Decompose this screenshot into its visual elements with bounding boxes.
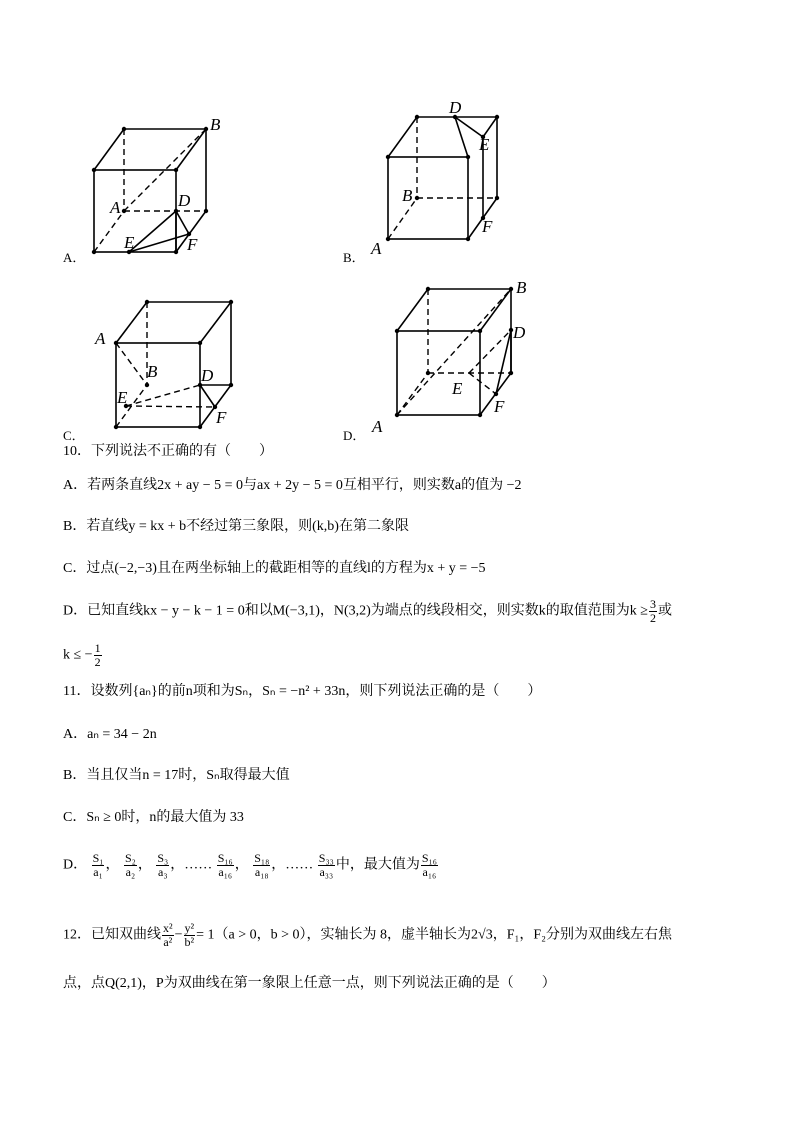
fraction-denominator: 2 <box>649 611 656 625</box>
fraction <box>124 852 137 879</box>
fraction-denominator: a₂ <box>125 865 136 879</box>
point-label: F <box>482 217 493 236</box>
figure-a-label: A． <box>63 250 86 265</box>
fraction <box>184 922 196 949</box>
q12-line1: 12．已知双曲线 $\frac{\text{x²}}{\text{a²}}$ − $\frac{\text{y²}}{\text{b²}}$ = 1（a > 0，b > 0），实轴长为 8，虚半轴长为2√3，F₁，F₂分别为双曲线左右焦 <box>63 921 673 949</box>
point-label: B <box>402 186 413 205</box>
q11-option-c: C．Sₙ ≥ 0时，n的最大值为 33 <box>63 810 244 825</box>
fraction <box>94 642 102 669</box>
fraction <box>253 852 270 879</box>
point-label: F <box>494 397 505 416</box>
fraction-denominator: 2 <box>94 655 101 669</box>
fraction <box>318 852 335 879</box>
point-label: D <box>178 191 191 210</box>
point-label: A <box>110 198 121 217</box>
q12-line1-end: （a > 0，b > 0），实轴长为 8，虚半轴长为2√3，F₁，F₂分别为双曲线左右焦 <box>214 927 673 943</box>
q12-line2: 点，点Q(2,1)，P为双曲线在第一象限上任意一点，则下列说法正确的是（ ） <box>63 976 556 991</box>
point-label: A <box>372 417 383 436</box>
fraction <box>649 598 657 625</box>
figure-c-label: C． <box>63 428 85 443</box>
point-label: F <box>216 408 227 427</box>
q10-stem: 10．下列说法不正确的有（ ） <box>63 444 273 459</box>
q11-option-d: D． $\frac{\text{S₁}}{\text{a₁}}$ ， $\frac{\text{S₂}}{\text{a₂}}$ ， $\frac{\text{S₃}}{\text{a₃}}$ ，…… $\frac{\text{S₁₆}}{\text{a₁₆}}$ ， $\frac{\text{S₁₈}}{\text{a₁₈}}$ ，…… $\frac{\text{S₃₃}}{\text{a₃₃}}$ 中，最大值为 $\frac{\text{S₁₆}}{\text{a₁₆}}$ <box>63 851 437 879</box>
point-label: E <box>452 379 463 398</box>
cube-diagram-a <box>60 110 240 265</box>
fraction-numerator: 1 <box>94 641 101 655</box>
figure-c <box>85 285 265 435</box>
fraction-denominator: a₁ <box>93 865 103 879</box>
q10-option-a: A．若两条直线2x + ay − 5 = 0与ax + 2y − 5 = 0互相平行，则实数a的值为 −2 <box>63 478 522 493</box>
figure-d-label: D． <box>343 428 366 443</box>
point-label: E <box>117 388 128 407</box>
point-label: B <box>210 115 221 134</box>
figure-b-label: B． <box>343 250 365 265</box>
point-label: F <box>187 235 198 254</box>
fraction-numerator: S₁ <box>92 851 104 865</box>
q11-option-d-prefix: D． <box>63 857 88 873</box>
fraction-denominator: a₁₆ <box>218 865 233 879</box>
figure-b <box>360 100 540 260</box>
fraction-numerator: S₁₈ <box>254 851 270 865</box>
point-label: B <box>516 278 527 297</box>
fraction-denominator: a₃ <box>158 865 168 879</box>
figure-d <box>366 272 546 437</box>
point-label: D <box>513 323 526 342</box>
q12-line1-start: 12．已知双曲线 <box>63 927 161 943</box>
fraction-numerator: S₁₆ <box>421 851 437 865</box>
fraction-numerator: S₃₃ <box>318 851 334 865</box>
fraction-denominator: a₁₈ <box>254 865 269 879</box>
fraction <box>92 852 105 879</box>
equation-rhs: = 1 <box>196 927 215 943</box>
fraction-numerator: 3 <box>649 597 656 611</box>
cube-diagram-d <box>366 272 546 437</box>
fraction-numerator: y² <box>184 921 195 935</box>
cube-diagram-c <box>85 285 265 435</box>
q10-option-d-cont-text: k ≤ − <box>63 647 93 663</box>
point-label: D <box>449 98 462 117</box>
q11-option-b: B．当且仅当n = 17时，Sₙ取得最大值 <box>63 768 290 783</box>
fraction-denominator: a₃₃ <box>319 865 334 879</box>
q10-option-d-tail: 或 <box>657 603 672 619</box>
fraction-denominator: a² <box>163 935 173 949</box>
fraction-denominator: a₁₆ <box>422 865 437 879</box>
fraction <box>162 922 174 949</box>
fraction <box>156 852 169 879</box>
point-label: D <box>201 366 214 385</box>
figure-a <box>60 110 240 265</box>
q10-option-d-text: D．已知直线kx − y − k − 1 = 0和以M(−3,1)，N(3,2)为端点的线段相交，则实数k的取值范围为k ≥ <box>63 603 648 619</box>
fraction-numerator: S₂ <box>124 851 136 865</box>
q11-option-a: A．aₙ = 34 − 2n <box>63 727 157 742</box>
point-label: A <box>95 329 106 348</box>
q11-stem: 11．设数列{aₙ}的前n项和为Sₙ，Sₙ = −n² + 33n，则下列说法正确的是（ ） <box>63 684 542 699</box>
fraction-denominator: b² <box>184 935 195 949</box>
q10-option-b: B．若直线y = kx + b不经过第三象限，则(k,b)在第二象限 <box>63 519 409 534</box>
point-label: A <box>371 239 382 258</box>
q11-option-d-mid: 中，最大值为 <box>335 857 420 873</box>
fraction-numerator: S₃ <box>157 851 169 865</box>
fraction-numerator: x² <box>163 921 173 935</box>
q10-option-d-cont <box>63 642 103 669</box>
point-label: B <box>147 362 158 381</box>
fraction <box>421 852 438 879</box>
point-label: E <box>124 233 135 252</box>
fraction-numerator: S₁₆ <box>217 851 233 865</box>
q10-option-d <box>63 598 672 625</box>
fraction <box>217 852 234 879</box>
cube-diagram-b <box>360 100 540 260</box>
point-label: E <box>479 135 490 154</box>
q10-option-c: C．过点(−2,−3)且在两坐标轴上的截距相等的直线l的方程为x + y = −5 <box>63 561 486 576</box>
